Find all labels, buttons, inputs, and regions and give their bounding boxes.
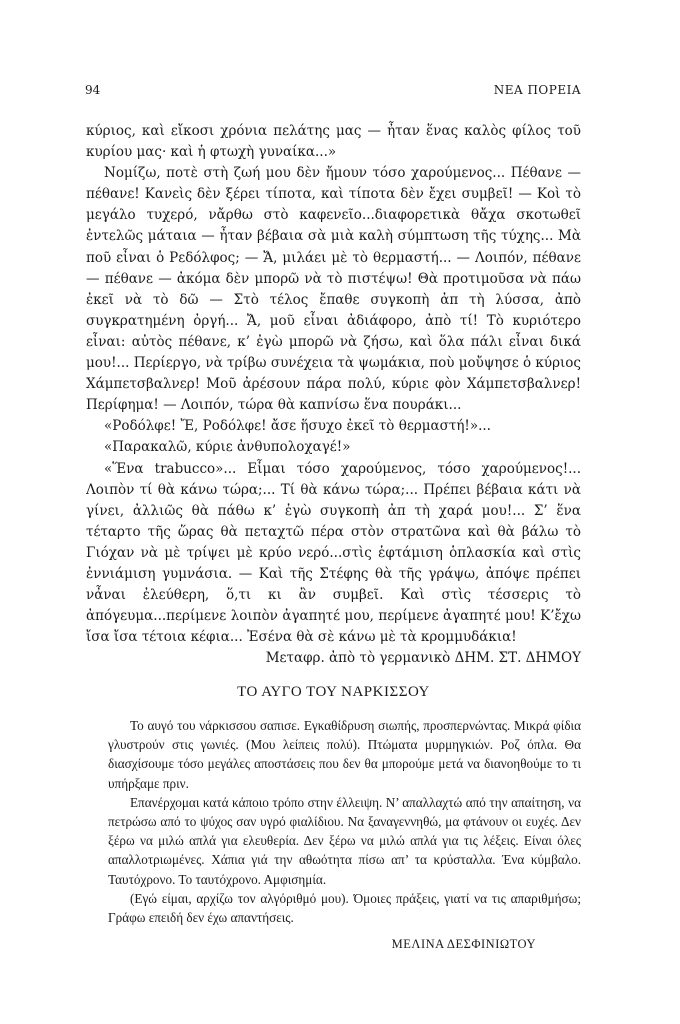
running-head: ΝΕΑ ΠΟΡΕΙΑ [493, 83, 581, 97]
page-header [85, 83, 581, 101]
story-paragraph: «Παρακαλῶ, κύριε ἀνθυπολοχαγέ!» [104, 439, 351, 456]
poem-paragraph: (Εγώ είμαι, αρχίζω τον αλγόριθμό μου). Όμοιες πράξεις, γιατί να τις απαριθμήσω; Γράφω επειδή δεν έχω απαντήσεις. [108, 890, 581, 926]
story-paragraph: Νομίζω, ποτὲ στὴ ζωή μου δὲν ἤμουν τόσο χαρούμενος... Πέθανε — πέθανε! Κανεὶς δὲν ξέρει τίποτα, καὶ τίποτα δὲν ἔχει συμβεῖ! — Κοὶ τὸ μεγάλο τυχερό, νἄρθω στὸ καφενεῖο...διαφορετικὰ θἄχα σκοτωθεῖ ἐντελῶς μάταια — ἦταν βέβαια σὰ μιὰ καλὴ σύμπτωση τῆς τύχης... Μὰ ποῦ εἶναι ὁ Ρεδόλφος; — Ἄ, μιλάει μὲ τὸ θερμαστή... — Λοιπόν, πέθανε — πέθανε — ἀκόμα δὲν μπορῶ νὰ τὸ πιστέψω! Θὰ προτιμοῦσα νὰ πάω ἐκεῖ νὰ τὸ δῶ — Στὸ τέλος ἔπαθε συγκοπὴ ἀπ τὴ λύσσα, ἀπὸ συγκρατημένη ὀργή... Ἄ, μοῦ εἶναι ἀδιάφορο, ἀπὸ τί! Τὸ κυριότερο εἶναι: αὐτὸς πέθανε, κ’ ἐγὼ μπορῶ νὰ ζήσω, καὶ ὅλα πάλι εἶναι δικά μου!... Περίεργο, νὰ τρίβω συνέχεια τὰ ψωμάκια, ποὺ μοὔψησε ὁ κύριος Χάμπετσβαλνερ! Μοῦ ἀρέσουν πάρα πολύ, κύριε φὸν Χάμπετσβαλνερ! Περίφημα! — Λοιπόν, τώρα θὰ καπνίσω ἕνα πουράκι... [86, 165, 581, 414]
translation-credit: Μεταφρ. ἀπὸ τὸ γερμανικὸ ΔΗΜ. ΣΤ. ΔΗΜΟΥ [265, 650, 581, 667]
story-paragraph: «Ἕνα trabucco»... Εἶμαι τόσο χαρούμενος, τόσο χαρούμενος!... Λοιπὸν τί θὰ κάνω τώρα;... Τί θὰ κάνω τώρα;... Πρέπει βέβαια κάτι νὰ γίνει, ἀλλιῶς θὰ πάθω κ’ ἐγὼ συγκοπὴ ἀπ τὴ χαρά μου!... Σ’ ἕνα τέταρτο τῆς ὥρας θὰ πεταχτῶ πέρα στὸν στρατῶνα καὶ θὰ βάλω τὸ Γιόχαν νὰ μὲ τρίψει μὲ κρύο νερό...στὶς ἑφτάμιση ὁπλασκία καὶ στὶς ἐννιάμιση γυμνάσια. — Καὶ τῆς Στέφης θὰ τῆς γράψω, ἀπόψε πρέπει νἆναι ἐλεύθερη, ὅ,τι κι ἂν συμβεῖ. Καὶ στὶς τέσσερις τὸ ἀπόγευμα...περίμενε λοιπὸν ἀγαπητέ μου, περίμενε ἀγαπητέ μου! Κ’ἔχω ἴσα ἴσα τέτοια κέφια... Ἐσένα θὰ σὲ κάνω μὲ τὰ κρομμυδάκια! [86, 460, 581, 646]
poem-title: ΤΟ ΑΥΓΟ ΤΟΥ ΝΑΡΚΙΣΣΟΥ [237, 684, 430, 700]
poem-author: ΜΕΛΙΝΑ ΔΕΣΦΙΝΙΩΤΟΥ [391, 937, 536, 951]
story-paragraph: «Ροδόλφε! Ἔ, Ροδόλφε! ἄσε ἥσυχο ἐκεῖ τὸ θερμαστή!»... [104, 418, 491, 435]
poem-paragraph: Το αυγό του νάρκισσου σαπισε. Εγκαθίδρυση σιωπής, προσπερνώντας. Μικρά φίδια γλυστρούν στις γωνιές. (Μου λείπεις πολύ). Πτώματα μυρμηγκιών. Ροζ όπλα. Θα διασχίσουμε τόσο μεγάλες αποστάσεις που δεν θα μπορούμε μετά να διανοηθούμε το τι υπήρξαμε πριν. [108, 718, 581, 791]
story-text [86, 121, 581, 669]
story-paragraph: κύριος, καὶ εἴκοσι χρόνια πελάτης μας — ἦταν ἕνας καλὸς φίλος τοῦ κυρίου μας· καὶ ἡ φτωχὴ γυναίκα...» [86, 123, 581, 161]
poem-paragraph: Επανέρχομαι κατά κάποιο τρόπο στην έλλειψη. Ν’ απαλλαχτώ από την απαίτηση, να πετρώσω από το ψύχος σαν υγρό φιαλίδιου. Να ξαναγεννηθώ, μα φτάνουν οι ευχές. Δεν ξέρω να μιλώ απλά για ελευθερία. Δεν ξέρω να μιλώ απλά για τις λέξεις. Είναι όλες απαλλοτριωμένες. Χάπια γιά την αθωότητα πίσω απ’ τα κρύσταλλα. Ένα κύμβαλο. Ταυτόχρονο. Το ταυτόχρονο. Αμφισημία. [108, 794, 581, 887]
page-number: 94 [85, 83, 101, 97]
poem-text [108, 716, 581, 927]
